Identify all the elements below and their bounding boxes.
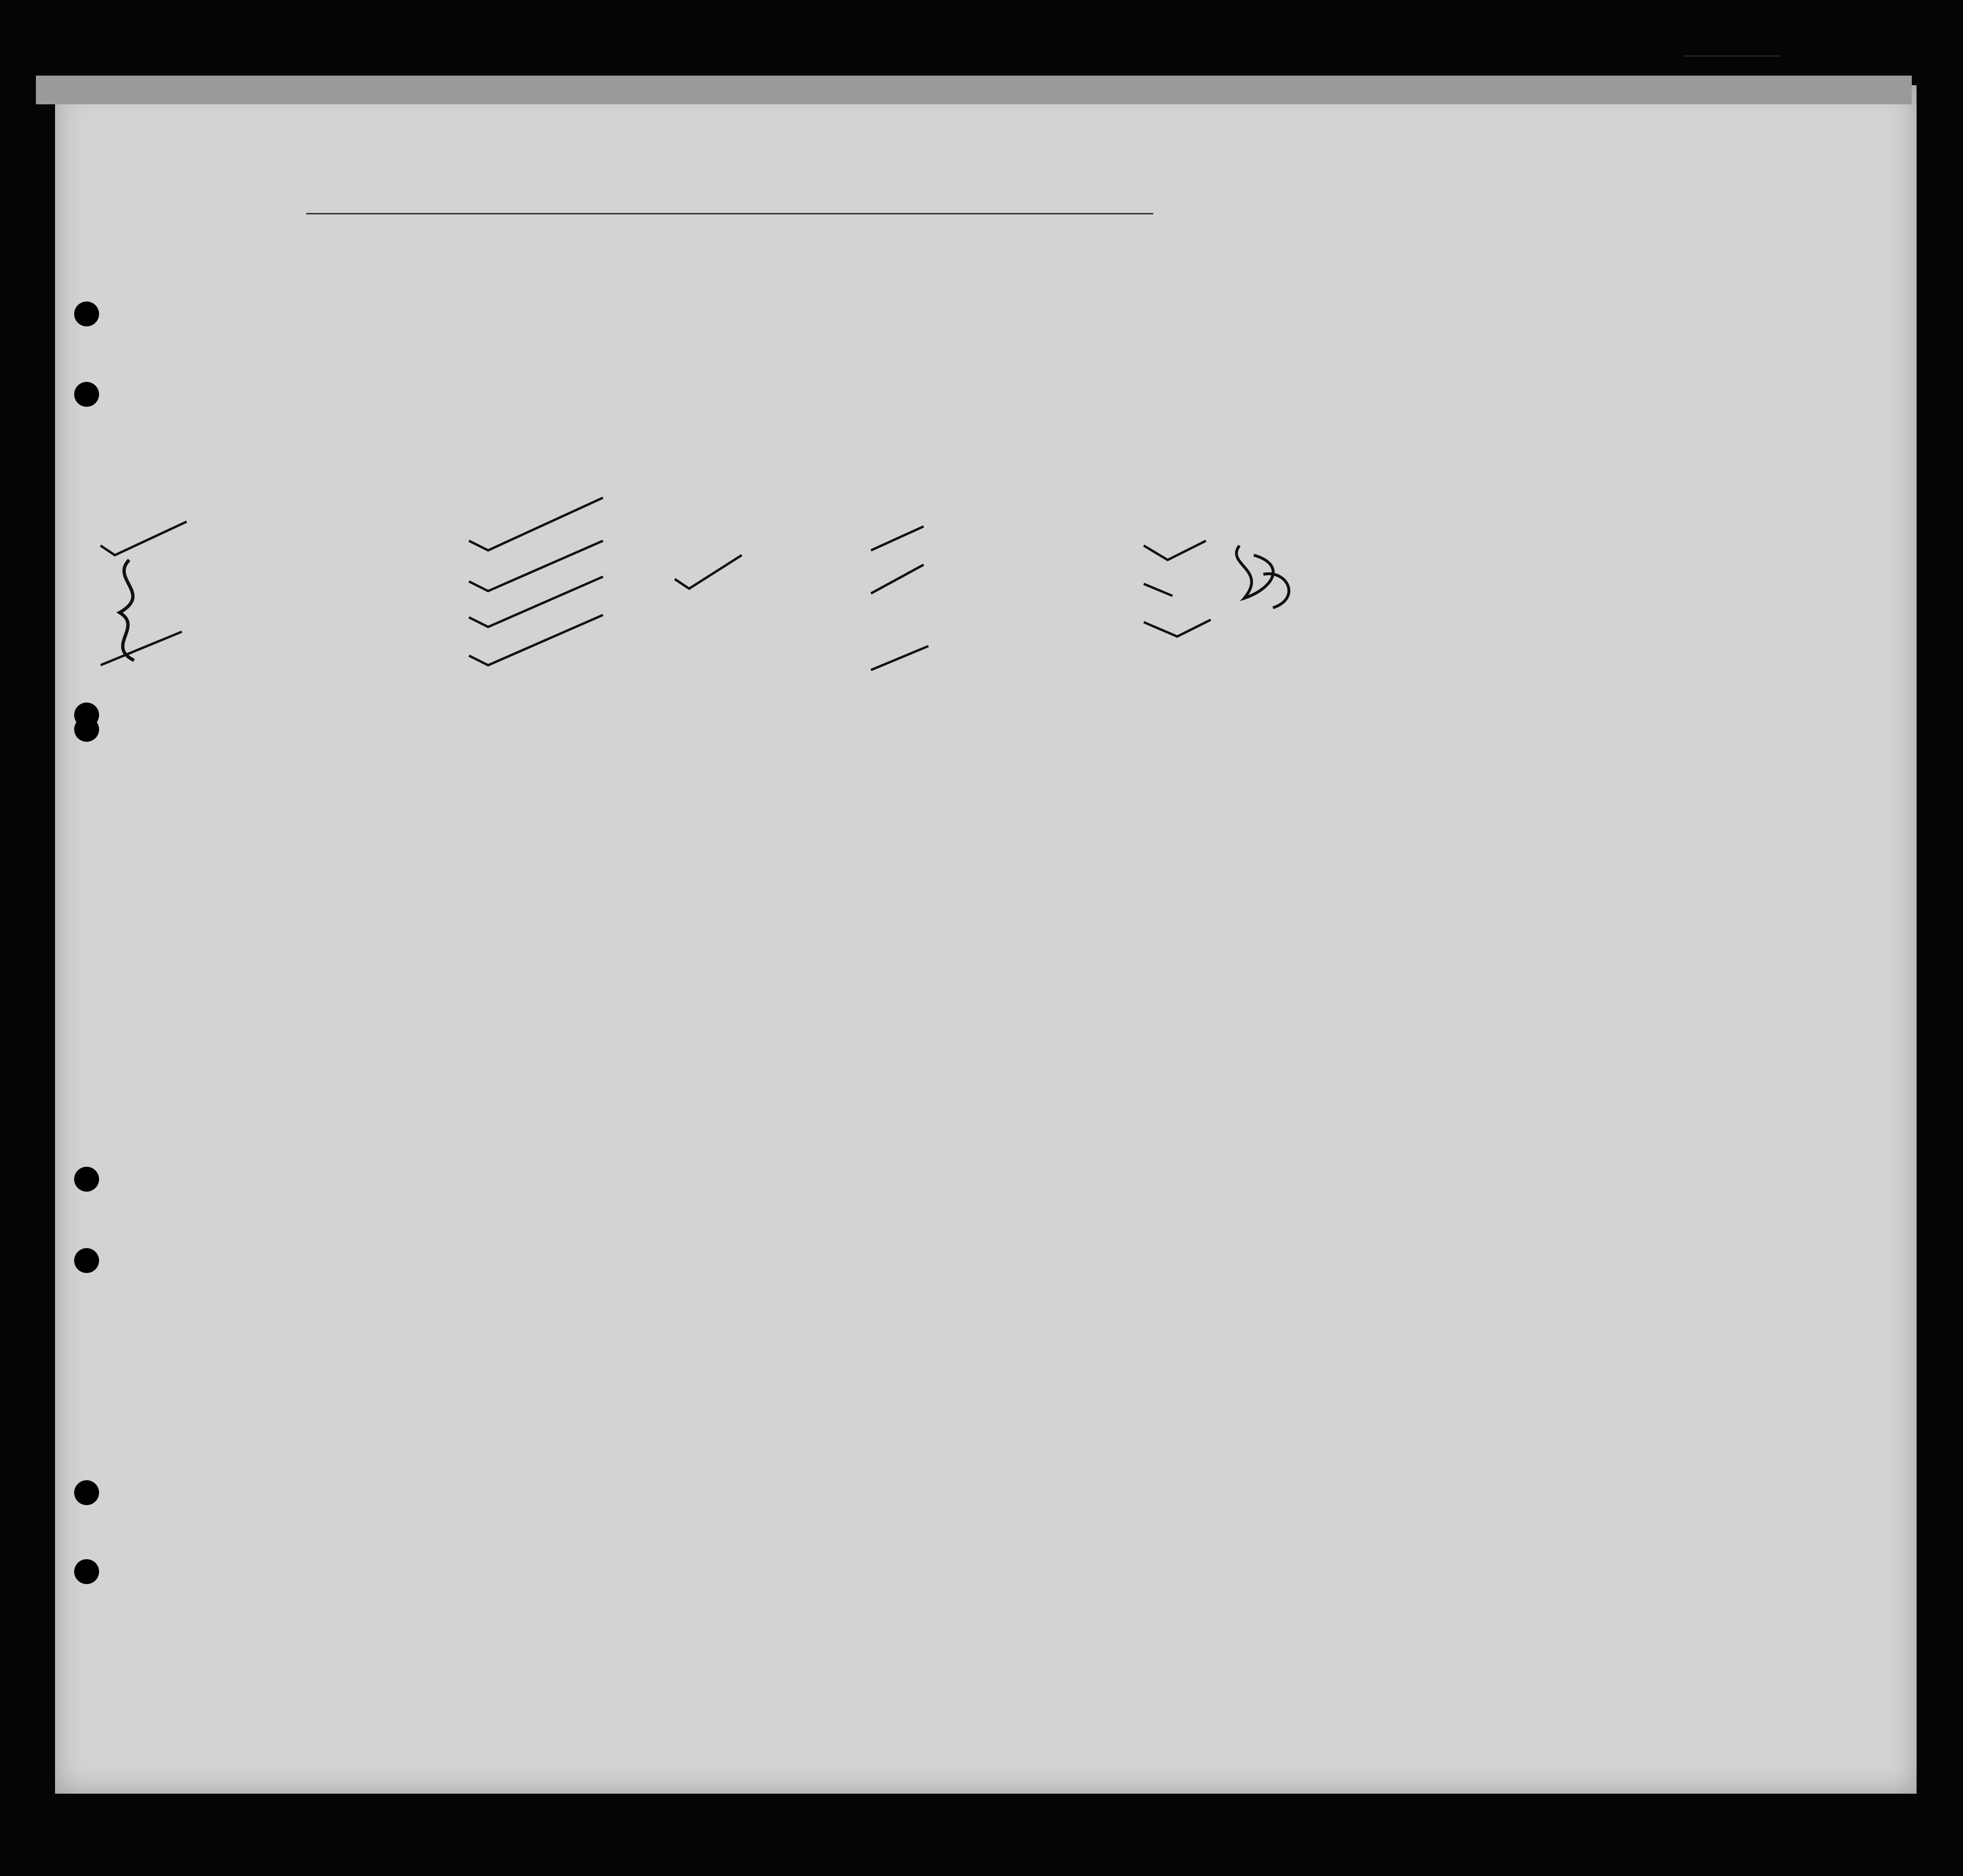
check-marks-icon: [866, 517, 933, 675]
check-marks-icon: [459, 488, 613, 670]
bracket-mark-icon: [100, 550, 187, 670]
check-mark-icon: [670, 550, 747, 593]
initials-mark-icon: [1129, 512, 1330, 651]
